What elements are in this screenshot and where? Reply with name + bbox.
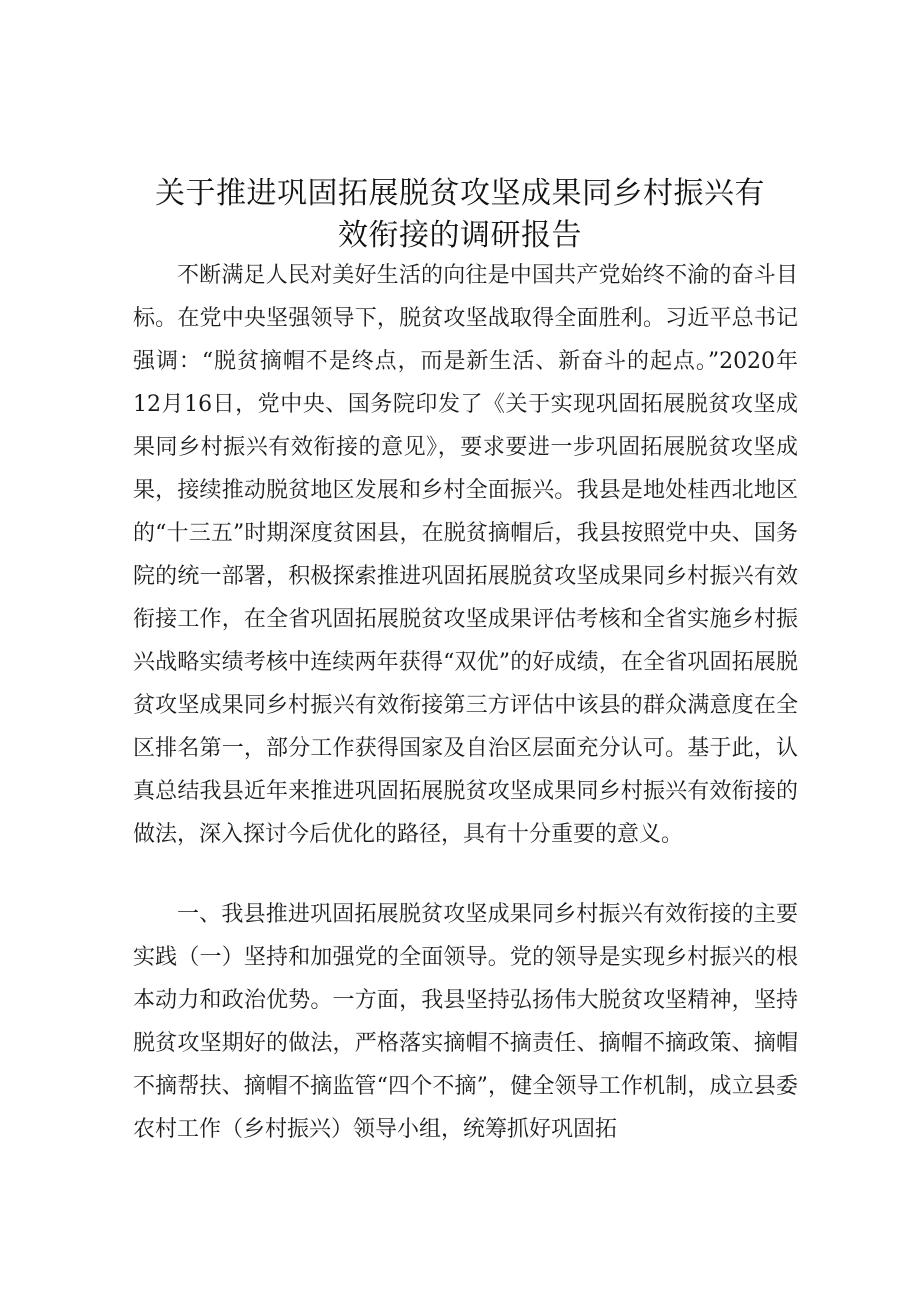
document-title-line2: 效衔接的调研报告: [338, 218, 582, 253]
document-title-line1: 关于推进巩固拓展脱贫攻坚成果同乡村振兴有: [155, 176, 765, 211]
body-paragraph-section-one: 一、我县推进巩固拓展脱贫攻坚成果同乡村振兴有效衔接的主要实践（一）坚持和加强党的全面领导。党的领导是实现乡村振兴的根本动力和政治优势。一方面，我县坚持弘扬伟大脱贫攻坚精神，坚持脱贫攻坚期好的做法，严格落实摘帽不摘责任、摘帽不摘政策、摘帽不摘帮扶、摘帽不摘监管“四个不摘”，健全领导工作机制，成立县委农村工作（乡村振兴）领导小组，统筹抓好巩固拓: [133, 902, 798, 1142]
body-paragraph-intro: 不断满足人民对美好生活的向往是中国共产党始终不渝的奋斗目标。在党中央坚强领导下，脱贫攻坚战取得全面胜利。习近平总书记强调：“脱贫摘帽不是终点，而是新生活、新奋斗的起点。”2020年12月16日，党中央、国务院印发了《关于实现巩固拓展脱贫攻坚成果同乡村振兴有效衔接的意见》，要求要进一步巩固拓展脱贫攻坚成果，接续推动脱贫地区发展和乡村全面振兴。我县是地处桂西北地区的“十三五”时期深度贫困县，在脱贫摘帽后，我县按照党中央、国务院的统一部署，积极探索推进巩固拓展脱贫攻坚成果同乡村振兴有效衔接工作，在全省巩固拓展脱贫攻坚成果评估考核和全省实施乡村振兴战略实绩考核中连续两年获得“双优”的好成绩，在全省巩固拓展脱贫攻坚成果同乡村振兴有效衔接第三方评估中该县的群众满意度在全区排名第一，部分工作获得国家及自治区层面充分认可。基于此，认真总结我县近年来推进巩固拓展脱贫攻坚成果同乡村振兴有效衔接的做法，深入探讨今后优化的路径，具有十分重要的意义。: [133, 263, 799, 847]
